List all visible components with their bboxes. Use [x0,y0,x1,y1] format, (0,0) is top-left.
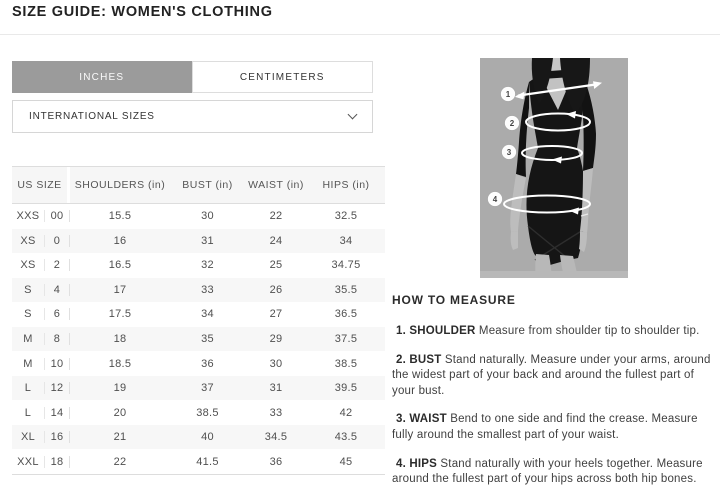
table-cell: 12 [45,382,70,394]
table-cell: 2 [45,259,70,271]
chevron-down-icon [348,110,358,120]
dropdown-value: INTERNATIONAL SIZES [29,111,155,122]
marker-1-number: 1 [505,89,511,99]
measure-step: 1. SHOULDER Measure from shoulder tip to shoulder tip. [396,325,700,337]
table-row [12,302,385,327]
table-cell: 32.5 [334,210,358,223]
table-row [12,327,385,352]
table-cell: 34.75 [331,259,361,272]
table-row [12,253,385,278]
table-cell: 24 [269,234,283,247]
column-header-us-size: US SIZE [12,167,70,203]
table-cell: L [12,407,45,419]
table-cell: 21 [113,431,127,444]
table-cell: 38.5 [196,406,219,419]
size-guide-photo [480,58,628,278]
column-header-hips: HIPS (in) [307,167,385,203]
table-cell: 15.5 [108,210,132,223]
column-header-bust: BUST (in) [170,167,245,203]
table-cell: 22 [269,210,283,223]
table-cell: 34 [339,234,353,247]
table-cell: 41.5 [196,455,219,468]
table-cell: 18.5 [108,357,132,370]
table-cell: 33 [269,406,283,419]
marker-3 [502,145,517,160]
page-title: SIZE GUIDE: WOMEN'S CLOTHING [12,4,273,20]
measure-steps [392,324,718,488]
table-cell: 36 [201,357,214,370]
table-cell: 17 [113,283,127,296]
table-cell: XXS [12,210,45,222]
tab-centimeters[interactable]: CENTIMETERS [192,61,374,93]
table-cell: XXL [12,456,45,468]
table-cell: 33 [201,283,214,296]
table-cell: 30 [269,357,283,370]
table-cell: 38.5 [334,357,358,370]
table-cell: M [12,333,45,345]
measure-step: 3. WAIST Bend to one side and find the crease. Measure fully around the smallest part of your waist. [392,413,698,441]
table-row [12,376,385,401]
table-row [12,229,385,254]
table-cell: S [12,308,45,320]
marker-1 [501,87,516,102]
table-row [12,204,385,229]
table-row [12,278,385,303]
table-cell: 4 [45,284,70,296]
table-cell: 0 [45,235,70,247]
table-row [12,449,385,474]
measure-step: 4. HIPS Stand naturally with your heels together. Measure around the fullest part of your hips across both hip bones. [392,457,703,486]
table-cell: 34.5 [264,431,288,444]
table-cell: 42 [339,406,353,419]
table-row [12,400,385,425]
table-cell: 29 [269,333,283,345]
table-cell: 31 [269,382,283,395]
table-cell: 16.5 [108,259,132,272]
table-cell: 45 [339,455,353,468]
measure-step: 2. BUST Stand naturally. Measure under your arms, around the widest part of your back and around the fullest part of your bust. [392,353,711,397]
table-cell: 35 [201,333,214,345]
table-row [12,425,385,450]
table-cell: L [12,382,45,394]
marker-4-number: 4 [492,194,498,204]
table-cell: 31 [201,234,214,247]
table-cell: 32 [201,259,214,272]
table-cell: XS [12,259,45,271]
table-cell: 36.5 [334,308,358,321]
table-cell: 22 [113,455,127,468]
table-cell: 18 [113,333,127,345]
table-cell: 16 [113,234,127,247]
table-cell: 16 [45,431,70,443]
table-cell: 43.5 [334,431,358,444]
table-cell: XL [12,431,45,443]
table-cell: 39.5 [334,382,358,395]
table-cell: 10 [45,358,70,370]
how-to-measure-heading: HOW TO MEASURE [392,293,516,307]
table-cell: 19 [113,382,127,395]
table-cell: 20 [113,406,127,419]
size-table [12,166,385,475]
table-row [12,351,385,376]
measure-step-label: 3. WAIST [396,413,447,426]
marker-2-number: 2 [509,118,515,128]
marker-3-number: 3 [506,147,512,157]
measure-step-label: 2. BUST [396,353,442,366]
table-cell: 17.5 [108,308,132,321]
table-cell: 30 [201,210,214,223]
column-header-waist: WAIST (in) [245,167,307,203]
table-cell: M [12,358,45,370]
table-cell: 26 [269,283,283,296]
table-header [12,166,385,204]
table-cell: 37 [201,382,214,395]
how-to-measure-section [392,293,718,501]
table-cell: 37.5 [334,333,358,345]
unit-tabs [12,61,373,93]
table-cell: 14 [45,407,70,419]
measure-step-label: 1. SHOULDER [396,325,476,337]
size-table-body [12,204,385,475]
table-cell: 35.5 [334,283,358,296]
tab-inches[interactable]: INCHES [12,61,192,93]
table-cell: 40 [201,431,214,444]
table-cell: 6 [45,308,70,320]
international-sizes-dropdown[interactable] [12,100,373,133]
table-cell: 18 [45,456,70,468]
table-cell: 25 [269,259,283,272]
table-cell: 34 [201,308,214,321]
marker-2 [505,116,520,131]
table-cell: 8 [45,333,70,345]
measure-step-label: 4. HIPS [396,457,438,470]
title-divider [0,34,720,35]
table-cell: S [12,284,45,296]
table-cell: XS [12,235,45,247]
table-cell: 00 [45,210,70,222]
marker-4 [488,192,503,207]
table-cell: 36 [269,455,283,468]
table-cell: 27 [269,308,283,321]
column-header-shoulders: SHOULDERS (in) [70,167,170,203]
